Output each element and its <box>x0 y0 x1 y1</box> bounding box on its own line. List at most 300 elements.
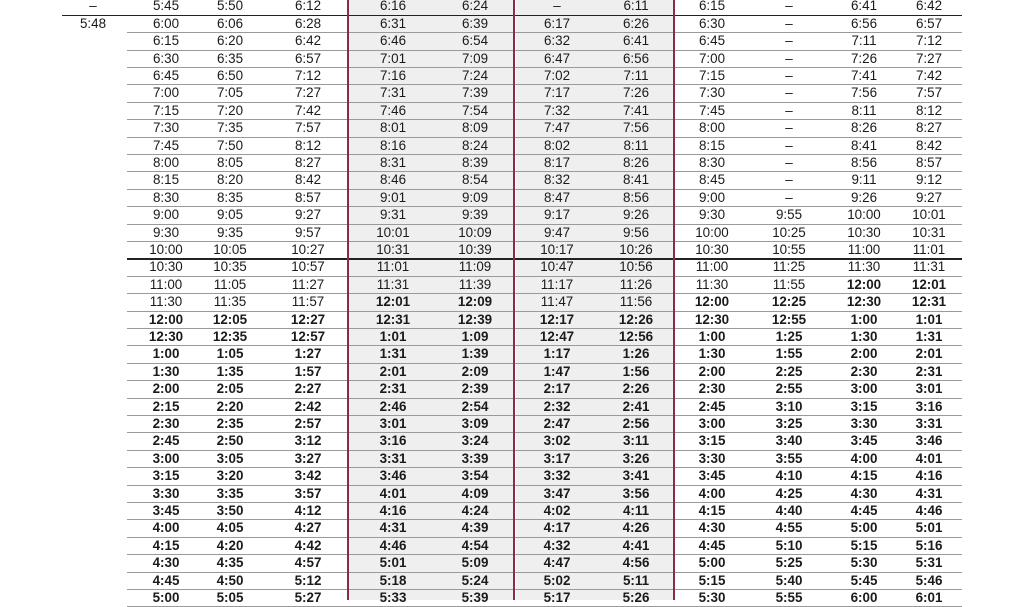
table-row <box>0 84 1024 101</box>
time-cell: – <box>785 33 793 49</box>
time-cell: 6:30 <box>698 15 726 31</box>
time-cell: 10:30 <box>149 259 183 275</box>
time-cell: 12:57 <box>290 329 326 344</box>
time-cell: – <box>553 0 561 14</box>
time-cell: 7:16 <box>379 68 407 83</box>
time-cell: 4:12 <box>294 503 322 518</box>
time-cell: 7:45 <box>152 137 180 153</box>
table-row <box>0 572 1024 589</box>
time-cell: 5:55 <box>775 590 803 605</box>
time-cell: 7:15 <box>698 68 726 83</box>
time-cell: 3:02 <box>543 433 571 449</box>
time-cell: 4:41 <box>622 537 650 553</box>
time-cell: 11:25 <box>772 259 806 275</box>
time-cell: 4:47 <box>543 555 571 571</box>
time-cell: 7:11 <box>851 33 877 49</box>
time-cell: – <box>785 50 793 66</box>
time-cell: 7:12 <box>294 68 322 83</box>
time-cell: 12:39 <box>457 311 493 327</box>
time-cell: 6:56 <box>850 15 878 31</box>
time-cell: 8:16 <box>379 137 407 153</box>
time-cell <box>64 293 122 310</box>
time-cell: 4:16 <box>379 503 407 518</box>
time-cell: 2:42 <box>294 398 322 414</box>
time-cell: 6:28 <box>294 15 322 31</box>
table-row <box>0 189 1024 206</box>
time-cell: 8:02 <box>543 137 571 153</box>
time-cell: 6:15 <box>152 33 180 49</box>
time-cell: 5:48 <box>79 15 107 31</box>
time-cell: 6:47 <box>543 50 571 66</box>
time-cell: 11:09 <box>458 259 492 275</box>
time-cell: 8:57 <box>294 189 322 205</box>
time-cell: 2:09 <box>461 363 489 379</box>
time-cell: 4:39 <box>461 520 489 536</box>
time-cell: 7:26 <box>622 85 650 101</box>
time-cell: 8:27 <box>294 155 322 170</box>
table-row <box>0 102 1024 119</box>
time-cell: 5:05 <box>216 590 244 605</box>
time-cell: 4:25 <box>775 485 803 501</box>
time-cell: 1:00 <box>850 311 878 327</box>
time-cell: – <box>785 15 793 31</box>
time-cell: 4:27 <box>294 520 322 536</box>
time-cell: 8:42 <box>915 137 943 153</box>
time-cell: 4:54 <box>461 537 489 553</box>
table-row <box>0 345 1024 362</box>
time-cell: 2:35 <box>216 416 244 431</box>
time-cell: 8:56 <box>850 155 878 170</box>
time-cell: 10:31 <box>376 242 410 257</box>
time-cell: 6:20 <box>216 33 244 49</box>
column-separator <box>513 0 515 600</box>
time-cell <box>64 206 122 223</box>
time-cell: 7:32 <box>543 102 571 118</box>
time-cell <box>64 50 122 67</box>
time-cell: 5:00 <box>698 555 726 571</box>
time-cell: 11:31 <box>376 276 410 292</box>
time-cell: 3:57 <box>294 485 322 501</box>
time-cell: 3:39 <box>461 450 489 466</box>
time-cell: 3:15 <box>850 398 878 414</box>
time-cell: – <box>785 0 793 14</box>
time-cell: 4:57 <box>294 555 322 571</box>
time-cell: 12:01 <box>375 294 411 310</box>
time-cell: 6:41 <box>850 0 878 14</box>
time-cell: 2:39 <box>461 381 489 397</box>
time-cell: 5:00 <box>850 520 878 536</box>
time-cell: 4:45 <box>698 537 726 553</box>
time-cell: 6:57 <box>915 15 943 31</box>
time-cell: 4:30 <box>152 555 180 571</box>
time-cell: 8:45 <box>698 172 726 188</box>
time-cell: 2:57 <box>294 416 322 431</box>
time-cell: 4:00 <box>850 450 878 466</box>
time-cell: 5:17 <box>543 590 571 605</box>
table-row <box>0 258 1024 275</box>
time-cell: – <box>89 0 97 14</box>
time-cell: 6:26 <box>622 15 650 31</box>
time-cell: – <box>785 172 793 188</box>
time-cell: 2:31 <box>379 381 407 397</box>
time-cell: 4:17 <box>543 520 571 536</box>
time-cell <box>64 380 122 397</box>
time-cell: 8:41 <box>622 172 650 188</box>
time-cell: 7:09 <box>461 50 489 66</box>
time-cell: 1:25 <box>775 329 803 344</box>
time-cell: 1:09 <box>461 329 489 344</box>
time-cell: 8:11 <box>623 137 649 153</box>
time-cell <box>64 328 122 345</box>
time-cell: 1:30 <box>850 329 878 344</box>
time-cell: 9:30 <box>698 207 726 223</box>
time-cell: 6:41 <box>622 33 650 49</box>
time-cell: 9:12 <box>915 172 943 188</box>
time-cell: 2:56 <box>622 416 650 431</box>
time-cell: 9:11 <box>851 172 877 188</box>
time-cell: 10:57 <box>291 259 325 275</box>
time-cell <box>64 137 122 154</box>
time-cell: 7:02 <box>543 68 571 83</box>
time-cell: 5:00 <box>152 590 180 605</box>
time-cell: 7:12 <box>915 33 943 49</box>
time-cell: 5:02 <box>543 572 571 588</box>
time-cell <box>64 572 122 589</box>
time-cell: 3:25 <box>775 416 803 431</box>
time-cell: 1:30 <box>698 346 726 362</box>
time-cell: 10:00 <box>149 242 183 257</box>
table-row <box>0 450 1024 467</box>
time-cell: 7:56 <box>850 85 878 101</box>
time-cell: 1:00 <box>698 329 726 344</box>
time-cell: 6:12 <box>294 0 322 14</box>
time-cell: 11:05 <box>213 276 247 292</box>
time-cell: 2:46 <box>379 398 407 414</box>
time-cell: 8:26 <box>622 155 650 170</box>
time-cell: 8:05 <box>216 155 244 170</box>
time-cell: 4:15 <box>698 503 726 518</box>
time-cell: 6:06 <box>216 15 244 31</box>
time-cell <box>64 119 122 136</box>
time-cell: 5:01 <box>379 555 407 571</box>
time-cell: 2:26 <box>622 381 650 397</box>
time-cell: 9:27 <box>294 207 322 223</box>
time-cell <box>64 32 122 49</box>
time-cell: 8:11 <box>851 102 877 118</box>
time-cell: 7:41 <box>622 102 650 118</box>
time-cell: 7:54 <box>461 102 489 118</box>
time-cell: 4:15 <box>850 468 878 484</box>
time-cell <box>64 241 122 258</box>
time-cell: 2:30 <box>698 381 726 397</box>
table-row <box>0 15 1024 32</box>
time-cell: 2:55 <box>775 381 803 397</box>
time-cell: 6:42 <box>915 0 943 14</box>
time-cell: 4:10 <box>775 468 803 484</box>
table-row <box>0 398 1024 415</box>
time-cell: 3:17 <box>543 450 571 466</box>
time-cell: 5:26 <box>622 590 650 605</box>
time-cell: 7:17 <box>543 85 571 101</box>
time-cell: 9:30 <box>152 224 180 240</box>
time-cell: 3:41 <box>622 468 650 484</box>
time-cell: 3:00 <box>152 450 180 466</box>
time-cell: 9:57 <box>294 224 322 240</box>
time-cell: 3:46 <box>379 468 407 484</box>
time-cell: 7:42 <box>294 102 322 118</box>
time-cell: 2:41 <box>622 398 650 414</box>
time-cell: 4:30 <box>698 520 726 536</box>
time-cell: 4:31 <box>915 485 943 501</box>
time-cell: 12:25 <box>771 294 807 310</box>
time-cell: 3:27 <box>294 450 322 466</box>
time-cell: 11:47 <box>540 294 574 310</box>
time-cell: 5:16 <box>915 537 943 553</box>
time-cell: 11:56 <box>619 294 653 310</box>
time-cell <box>64 519 122 536</box>
time-cell: 7:27 <box>294 85 322 101</box>
time-cell: 10:30 <box>695 242 729 257</box>
time-cell: 4:42 <box>294 537 322 553</box>
time-cell: 11:55 <box>772 276 806 292</box>
time-cell: 2:25 <box>775 363 803 379</box>
time-cell: 8:15 <box>152 172 180 188</box>
time-cell: 7:35 <box>216 120 244 136</box>
time-cell: 10:30 <box>847 224 881 240</box>
time-cell: 10:00 <box>847 207 881 223</box>
time-cell: 7:46 <box>379 102 407 118</box>
time-cell: 11:17 <box>540 276 574 292</box>
time-cell: 2:45 <box>152 433 180 449</box>
time-cell <box>64 537 122 554</box>
time-cell: 10:00 <box>695 224 729 240</box>
time-cell: 11:30 <box>695 276 729 292</box>
time-cell: 4:40 <box>775 503 803 518</box>
time-cell: 12:26 <box>618 311 654 327</box>
time-cell: 8:47 <box>543 189 571 205</box>
time-cell: 5:09 <box>461 555 489 571</box>
time-cell: 12:27 <box>290 311 326 327</box>
time-cell: 9:47 <box>543 224 571 240</box>
time-cell: 7:50 <box>216 137 244 153</box>
time-cell: 3:31 <box>915 416 943 431</box>
table-row <box>0 589 1024 606</box>
time-cell: 6:00 <box>850 590 878 605</box>
time-cell: 5:31 <box>915 555 943 571</box>
time-cell: 6:35 <box>216 50 244 66</box>
time-cell: 2:47 <box>543 416 571 431</box>
time-cell <box>64 224 122 241</box>
time-cell: 7:00 <box>698 50 726 66</box>
time-cell: 4:11 <box>622 503 650 518</box>
time-cell: 3:54 <box>461 468 489 484</box>
time-cell: 2:30 <box>152 416 180 431</box>
time-cell: 2:17 <box>543 381 571 397</box>
table-row <box>0 206 1024 223</box>
time-cell: 3:05 <box>216 450 244 466</box>
time-cell: 1:30 <box>152 363 180 379</box>
time-cell: 1:56 <box>622 363 650 379</box>
time-cell: 11:01 <box>912 242 946 257</box>
table-row <box>0 415 1024 432</box>
time-cell: 7:31 <box>379 85 407 101</box>
time-cell <box>64 84 122 101</box>
time-cell: 5:27 <box>294 590 322 605</box>
time-cell: 7:15 <box>152 102 180 118</box>
time-cell <box>64 502 122 519</box>
time-cell: 8:41 <box>850 137 878 153</box>
time-cell: 5:33 <box>379 590 407 605</box>
table-row <box>0 32 1024 49</box>
time-cell: 3:15 <box>698 433 726 449</box>
time-cell <box>64 415 122 432</box>
time-cell: 1:01 <box>379 329 407 344</box>
time-cell <box>64 276 122 293</box>
time-cell: 3:16 <box>379 433 407 449</box>
time-cell: 7:11 <box>623 68 649 83</box>
time-cell: 4:31 <box>379 520 407 536</box>
time-cell: 3:46 <box>915 433 943 449</box>
time-cell: 9:26 <box>850 189 878 205</box>
time-cell: 5:11 <box>622 572 650 588</box>
time-cell: 2:05 <box>216 381 244 397</box>
time-cell: 3:30 <box>152 485 180 501</box>
time-cell: 2:31 <box>915 363 943 379</box>
time-cell: 4:20 <box>216 537 244 553</box>
time-cell: 6:42 <box>294 33 322 49</box>
time-cell: 3:35 <box>216 485 244 501</box>
time-cell: 7:45 <box>698 102 726 118</box>
time-cell: 8:39 <box>461 155 489 170</box>
time-cell: 6:45 <box>152 68 180 83</box>
time-cell: 11:30 <box>149 294 183 310</box>
time-cell: 3:16 <box>915 398 943 414</box>
time-cell: 3:32 <box>543 468 571 484</box>
table-row <box>0 363 1024 380</box>
time-cell: 5:10 <box>775 537 803 553</box>
time-cell: 11:30 <box>847 259 881 275</box>
time-cell: 5:25 <box>775 555 803 571</box>
table-row <box>0 137 1024 154</box>
column-separator <box>673 0 675 600</box>
time-cell: 12:01 <box>911 276 947 292</box>
time-cell: 5:12 <box>294 572 322 588</box>
time-cell: 7:41 <box>850 68 878 83</box>
time-cell: 6:24 <box>461 0 489 14</box>
time-cell: 4:32 <box>543 537 571 553</box>
time-cell: 3:15 <box>152 468 180 484</box>
time-cell: 3:45 <box>698 468 726 484</box>
time-cell: 4:50 <box>216 572 244 588</box>
time-cell: 3:31 <box>379 450 407 466</box>
time-cell: 6:46 <box>379 33 407 49</box>
table-row <box>0 311 1024 328</box>
time-cell: 10:25 <box>772 224 806 240</box>
time-cell: 11:27 <box>291 276 325 292</box>
time-cell: 11:01 <box>376 259 410 275</box>
time-cell: – <box>785 120 793 136</box>
time-cell: 3:45 <box>152 503 180 518</box>
time-cell: 4:09 <box>461 485 489 501</box>
time-cell: 3:30 <box>850 416 878 431</box>
time-cell: 9:00 <box>152 207 180 223</box>
time-cell <box>64 154 122 171</box>
time-cell: 11:00 <box>149 276 183 292</box>
time-cell <box>64 189 122 206</box>
time-cell: 3:10 <box>775 398 803 414</box>
time-cell: 4:56 <box>622 555 650 571</box>
time-cell: 4:01 <box>915 450 943 466</box>
time-cell: 6:54 <box>461 33 489 49</box>
time-cell: – <box>785 189 793 205</box>
table-row <box>0 467 1024 484</box>
time-cell: 8:12 <box>294 137 322 153</box>
time-cell: 1:31 <box>915 329 943 344</box>
time-cell: 6:31 <box>379 15 407 31</box>
table-row <box>0 537 1024 554</box>
time-cell <box>64 311 122 328</box>
table-row <box>0 432 1024 449</box>
time-cell: 6:45 <box>698 33 726 49</box>
time-cell: 11:35 <box>213 294 247 310</box>
time-cell: 5:39 <box>461 590 489 605</box>
time-cell: 8:35 <box>216 189 244 205</box>
time-cell: 5:45 <box>152 0 180 14</box>
time-cell: 5:40 <box>775 572 803 588</box>
time-cell: 8:30 <box>152 189 180 205</box>
time-cell: 7:30 <box>152 120 180 136</box>
time-cell: 11:31 <box>912 259 946 275</box>
time-cell: 2:01 <box>379 363 407 379</box>
time-cell: – <box>785 85 793 101</box>
time-cell: 10:17 <box>540 242 574 257</box>
table-row <box>0 502 1024 519</box>
time-cell: 1:27 <box>294 346 322 362</box>
time-cell: 7:20 <box>216 102 244 118</box>
time-cell: 7:47 <box>543 120 571 136</box>
time-cell: 7:57 <box>294 120 322 136</box>
time-cell: 5:46 <box>915 572 943 588</box>
time-cell: 3:55 <box>775 450 803 466</box>
time-cell: 3:00 <box>698 416 726 431</box>
time-cell: 1:35 <box>216 363 244 379</box>
time-cell <box>64 485 122 502</box>
time-cell: 10:47 <box>540 259 574 275</box>
time-cell: 12:17 <box>539 311 575 327</box>
time-cell: 3:09 <box>461 416 489 431</box>
time-cell: 4:46 <box>915 503 943 518</box>
time-cell: 11:00 <box>695 259 729 275</box>
time-cell: 6:16 <box>379 0 407 14</box>
time-cell: 11:57 <box>291 294 325 310</box>
time-cell: 5:15 <box>850 537 878 553</box>
time-cell: 6:15 <box>698 0 726 14</box>
time-cell: 3:42 <box>294 468 322 484</box>
time-cell: 12:55 <box>771 311 807 327</box>
time-cell: 1:26 <box>622 346 650 362</box>
table-row <box>0 241 1024 258</box>
time-cell: 3:47 <box>543 485 571 501</box>
time-cell: 12:05 <box>212 311 248 327</box>
time-cell: 3:40 <box>775 433 803 449</box>
time-cell: 5:45 <box>850 572 878 588</box>
time-cell: 11:39 <box>458 276 492 292</box>
time-cell: 4:24 <box>461 503 489 518</box>
time-cell <box>64 467 122 484</box>
table-row <box>0 276 1024 293</box>
time-cell: 2:00 <box>850 346 878 362</box>
time-cell: 2:00 <box>698 363 726 379</box>
